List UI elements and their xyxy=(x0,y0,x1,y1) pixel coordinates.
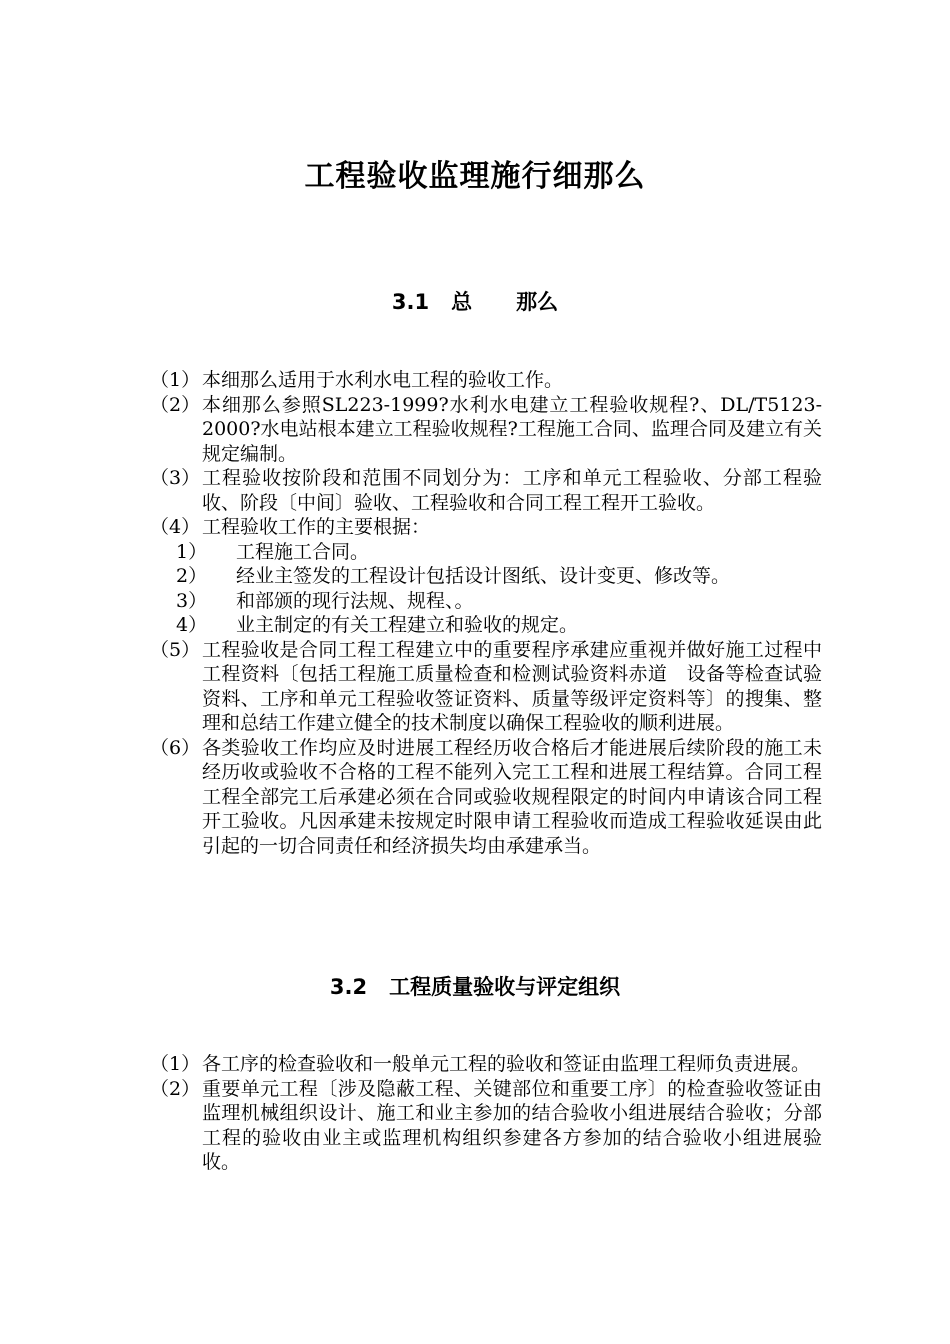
list-item xyxy=(150,1077,822,1175)
list-item-text: 工程验收按阶段和范围不同划分为：工序和单元工程验收、分部工程验收、阶段〔中间〕验收、工程验收和合同工程工程开工验收。 xyxy=(202,467,822,514)
list-item-label: （5） xyxy=(150,638,201,661)
section-heading-3-1 xyxy=(0,287,950,317)
list-item xyxy=(150,736,822,859)
sub-list-item xyxy=(150,589,822,614)
sub-list-item-text: 和部颁的现行法规、规程、。 xyxy=(236,589,474,612)
list-item-label: （6） xyxy=(150,736,201,759)
sub-list-item-label: 4） xyxy=(176,614,208,636)
list-item xyxy=(150,638,822,736)
list-item-text: 工程验收工作的主要根据： xyxy=(202,516,431,538)
section-heading-text-b: 那么 xyxy=(516,290,559,314)
list-item-label: （2） xyxy=(150,1077,201,1100)
list-item xyxy=(150,368,822,393)
list-item xyxy=(150,393,822,467)
sub-list-item xyxy=(150,613,822,638)
sub-list-item-text: 业主制定的有关工程建立和验收的规定。 xyxy=(236,614,579,636)
sub-list-item-label: 1） xyxy=(176,540,208,563)
list-item-text: 本细那么适用于水利水电工程的验收工作。 xyxy=(202,369,564,391)
list-item-text: 本细那么参照SL223-1999?水利水电建立工程验收规程?、DL/T5123-2000?水电站根本建立工程验收规程?工程施工合同、监理合同及建立有关规定编制。 xyxy=(202,393,822,465)
document-title: 工程验收监理施行细那么 xyxy=(304,159,646,194)
list-item-label: （1） xyxy=(150,369,201,391)
list-item xyxy=(150,515,822,540)
section-3-2-body xyxy=(150,1052,822,1175)
list-item-label: （2） xyxy=(150,393,201,416)
list-item-text: 各类验收工作均应及时进展工程经历收合格后才能进展后续阶段的施工未经历收或验收不合格的工程不能列入完工工程和进展工程结算。合同工程工程全部完工后承建必须在合同或验收规程限定的时间内申请该合同工程开工验收。凡因承建未按规定时限申请工程验收而造成工程验收延误由此引起的一切合同责任和经济损失均由承建承当。 xyxy=(202,736,822,857)
list-item-text: 各工序的检查验收和一般单元工程的验收和签证由监理工程师负责进展。 xyxy=(202,1053,811,1075)
list-item-text: 工程验收是合同工程工程建立中的重要程序承建应重视并做好施工过程中工程资料〔包括工程施工质量检查和检测试验资料赤道 设备等检查试验资料、工序和单元工程验收签证资料、质量等级评定资料等〕的搜集、整理和总结工作建立健全的技术制度以确保工程验收的顺利进展。 xyxy=(202,638,822,734)
list-item xyxy=(150,466,822,515)
list-item-label: （4） xyxy=(150,516,201,538)
sub-list-item-label: 2） xyxy=(176,565,208,587)
list-item-text: 重要单元工程〔涉及隐蔽工程、关键部位和重要工序〕的检查验收签证由监理机械组织设计、施工和业主参加的结合验收小组进展结合验收；分部工程的验收由业主或监理机构组织参建各方参加的结合验收小组进展验收。 xyxy=(202,1077,822,1173)
section-number: 3.1 xyxy=(391,290,430,314)
sub-list-item-text: 工程施工合同。 xyxy=(236,540,370,563)
sub-list-item xyxy=(150,564,822,589)
sub-list-item-text: 经业主签发的工程设计包括设计图纸、设计变更、修改等。 xyxy=(236,565,731,587)
sub-list-item-label: 3） xyxy=(176,589,208,612)
list-item xyxy=(150,1052,822,1077)
section-heading-3-2 xyxy=(0,972,950,1002)
section-3-1-body xyxy=(150,368,822,858)
sub-list-item xyxy=(150,540,822,565)
list-item-label: （3） xyxy=(150,467,201,489)
list-item-label: （1） xyxy=(150,1053,201,1075)
section-heading-text-a: 总 xyxy=(451,290,473,314)
section-heading-text: 工程质量验收与评定组织 xyxy=(389,975,621,999)
section-number: 3.2 xyxy=(329,975,368,999)
